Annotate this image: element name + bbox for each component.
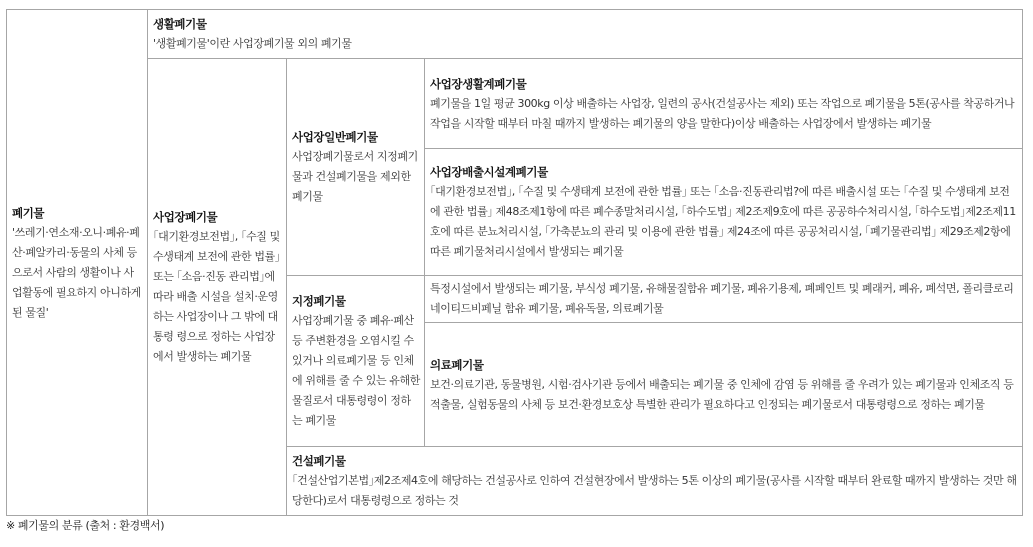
footnote: ※ 폐기물의 분류 (출처 : 환경백서): [6, 519, 165, 532]
waste-desc: '쓰레기·연소재·오니·폐유·폐산·폐알카리·동물의 사체 등으로서 사람의 생활이나 사업활동에 필요하지 아니하게 된 물질': [12, 225, 141, 319]
designated-special-cell: [425, 276, 1023, 323]
living-type-title: 사업장생활계폐기물: [430, 76, 527, 91]
waste-classification-table: [6, 9, 1023, 516]
waste-cell: [7, 10, 148, 516]
facility-type-cell: [425, 149, 1023, 276]
designated-cell: [287, 276, 425, 447]
construction-title: 건설폐기물: [292, 454, 346, 468]
medical-desc: 보건·의료기관, 동물병원, 시험·검사기관 등에서 배출되는 폐기물 중 인체에 감염 등 위해를 줄 우려가 있는 폐기물과 인체조직 등 적출물, 실험동물의 사체 등 보건·환경보호상 특별한 관리가 필요하다고 인정되는 폐기물로서 대통령령으로 정하는 폐기물: [430, 377, 1014, 411]
medical-title: 의료폐기물: [430, 357, 484, 372]
facility-type-desc: ｢대기환경보전법｣, ｢수질 및 수생태계 보전에 관한 법률｣ 또는 ｢소음·진동관리법?에 따른 배출시설 또는 ｢수질 및 수생태계 보전에 관한 법률｣ 제48조제1항에 따른 폐수종말처리시설, ｢하수도법｣ 제2조제9호에 따른 공공하수처리시설, ｢하수도법｣제2조제11호에 따른 분뇨처리시설, ｢가축분뇨의 관리 및 이용에 관한 법률｣ 제24조에 따른 공공처리시설, ｢폐기물관리법｣ 제29조제2항에 따른 폐기물처리시설에서 발생되는 폐기물: [430, 185, 1016, 258]
general-title: 사업장일반폐기물: [292, 130, 378, 144]
designated-special-desc: 특정시설에서 발생되는 폐기물, 부식성 폐기물, 유해물질함유 폐기물, 폐유기용제, 폐페인트 및 폐래커, 폐유, 폐석면, 폴리클로리네이티드비페닐 함유 폐기물, 폐유독물, 의료폐기물: [430, 282, 1014, 315]
household-title: 생활폐기물: [153, 17, 207, 31]
general-cell: [287, 59, 425, 276]
designated-title: 지정폐기물: [292, 294, 346, 308]
medical-cell: [425, 323, 1023, 447]
construction-desc: ｢건설산업기본법｣제2조제4호에 해당하는 건설공사로 인하여 건설현장에서 발생하는 5톤 이상의 폐기물(공사를 시작할 때부터 완료할 때까지 발생하는 것만 해당한다)로서 대통령령으로 정하는 것: [292, 474, 1017, 507]
business-desc: ｢대기환경보전법｣, ｢수질 및 수생태계 보전에 관한 법률｣ 또는 ｢소음·진동 관리법｣에 따라 배출 시설을 설치·운영하는 사업장이나 그 밖에 대통령 령으로 정하는 사업장에서 발생하는 폐기물: [153, 230, 280, 363]
facility-type-title: 사업장배출시설계폐기물: [430, 165, 548, 179]
living-type-desc: 폐기물을 1일 평균 300kg 이상 배출하는 사업장, 일련의 공사(건설공사는 제외) 또는 작업으로 폐기물을 5톤(공사를 착공하거나 작업을 시작할 때부터 마칠 때까지 발생하는 폐기물의 양을 말한다)이상 배출하는 사업장에서 발생하는 폐기물: [430, 96, 1015, 130]
business-cell: [148, 59, 287, 516]
business-title: 사업장폐기물: [153, 210, 218, 224]
living-type-cell: [425, 59, 1023, 149]
household-cell: [148, 10, 1023, 59]
construction-cell: [287, 447, 1023, 516]
household-desc: '생활폐기물'이란 사업장폐기물 외의 폐기물: [153, 37, 352, 50]
waste-title: 폐기물: [12, 205, 45, 220]
designated-desc: 사업장폐기물 중 폐유·폐산 등 주변환경을 오염시킬 수 있거나 의료폐기물 등 인체에 위해를 줄 수 있는 유해한 물질로서 대통령령이 정하는 폐기물: [292, 314, 420, 427]
general-desc: 사업장폐기물로서 지정폐기물과 건설폐기물을 제외한 폐기물: [292, 150, 418, 203]
